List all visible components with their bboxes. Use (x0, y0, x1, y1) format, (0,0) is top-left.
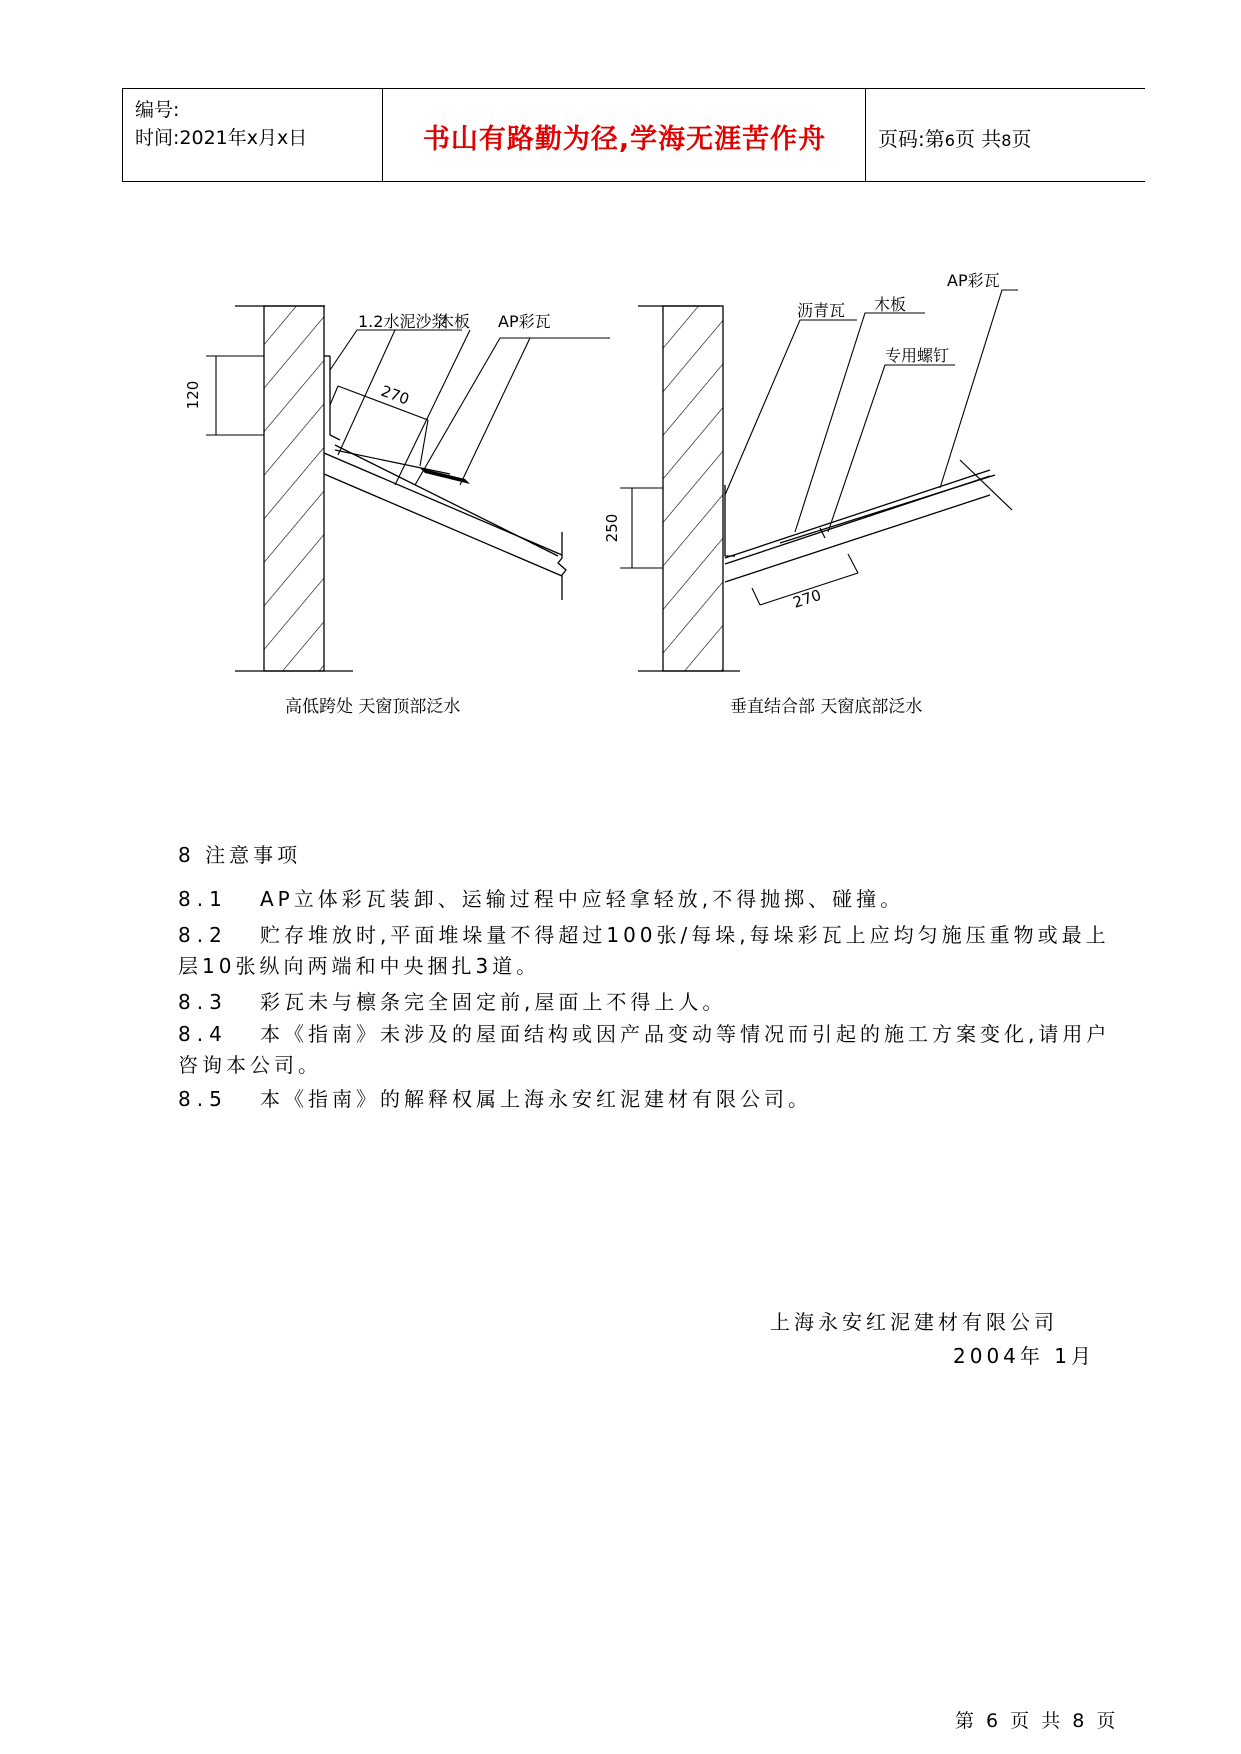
page-total: 8 (1001, 131, 1012, 150)
item-number: 8.2 (178, 923, 228, 947)
page-number (878, 123, 1031, 152)
left-caption: 高低跨处 天窗顶部泛水 (285, 697, 461, 717)
right-label-screw: 专用螺钉 (885, 346, 950, 365)
right-label-board: 木板 (874, 295, 907, 314)
left-detail (184, 306, 610, 671)
time-label: 时间:2021年x月x日 (135, 127, 308, 149)
flashing-diagram (180, 270, 1040, 740)
list-item (178, 884, 1128, 915)
list-item (178, 920, 1128, 982)
item-number: 8.4 (178, 1022, 228, 1046)
left-dim-height: 120 (184, 380, 202, 410)
item-text: 本《指南》未涉及的屋面结构或因产品变动等情况而引起的施工方案变化,请用户咨询本公司。 (178, 1022, 1111, 1077)
header-meta-cell (122, 89, 383, 181)
list-item (178, 1019, 1128, 1081)
left-wall (264, 306, 324, 671)
right-wall (663, 306, 723, 671)
item-number: 8.3 (178, 990, 228, 1014)
page-current: 6 (944, 131, 955, 150)
left-label-tile: AP彩瓦 (498, 312, 551, 331)
list-item (178, 1084, 1128, 1115)
company-signature: 上海永安红泥建材有限公司 (770, 1310, 1058, 1334)
item-text: 彩瓦未与檩条完全固定前,屋面上不得上人。 (260, 990, 727, 1014)
right-label-asphalt: 沥青瓦 (797, 301, 846, 320)
right-caption: 垂直结合部 天窗底部泛水 (730, 697, 923, 717)
left-label-mortar: 1.2水泥沙浆 (358, 312, 448, 331)
item-text: 贮存堆放时,平面堆垛量不得超过100张/每垛,每垛彩瓦上应均匀施压重物或最上层10张纵向两端和中央捆扎3道。 (178, 923, 1110, 978)
item-text: 本《指南》的解释权属上海永安红泥建材有限公司。 (260, 1087, 812, 1111)
left-dim-overlap: 270 (378, 381, 412, 409)
right-dim-height: 250 (603, 513, 621, 543)
item-number: 8.1 (178, 887, 228, 911)
signature-date: 2004年 1月 (953, 1344, 1095, 1368)
serial-label: 编号: (135, 99, 180, 121)
header-page-cell (865, 89, 1146, 181)
page-header (122, 88, 1145, 182)
right-detail (603, 271, 1018, 671)
right-dim-overlap: 270 (790, 585, 824, 612)
header-motto-cell (382, 89, 866, 181)
list-item (178, 987, 1128, 1018)
page-prefix: 页码:第 (878, 127, 945, 151)
page-mid: 页 共 (954, 127, 1002, 151)
page-footer: 第 6 页 共 8 页 (955, 1710, 1119, 1732)
item-text: AP立体彩瓦装卸、运输过程中应轻拿轻放,不得抛掷、碰撞。 (260, 887, 905, 911)
item-number: 8.5 (178, 1087, 228, 1111)
left-label-board: 木板 (438, 312, 471, 331)
motto: 书山有路勤为径,学海无涯苦作舟 (422, 124, 827, 155)
page-suffix: 页 (1011, 127, 1032, 151)
section-title: 8 注意事项 (178, 843, 302, 867)
right-label-tile: AP彩瓦 (947, 271, 1000, 290)
